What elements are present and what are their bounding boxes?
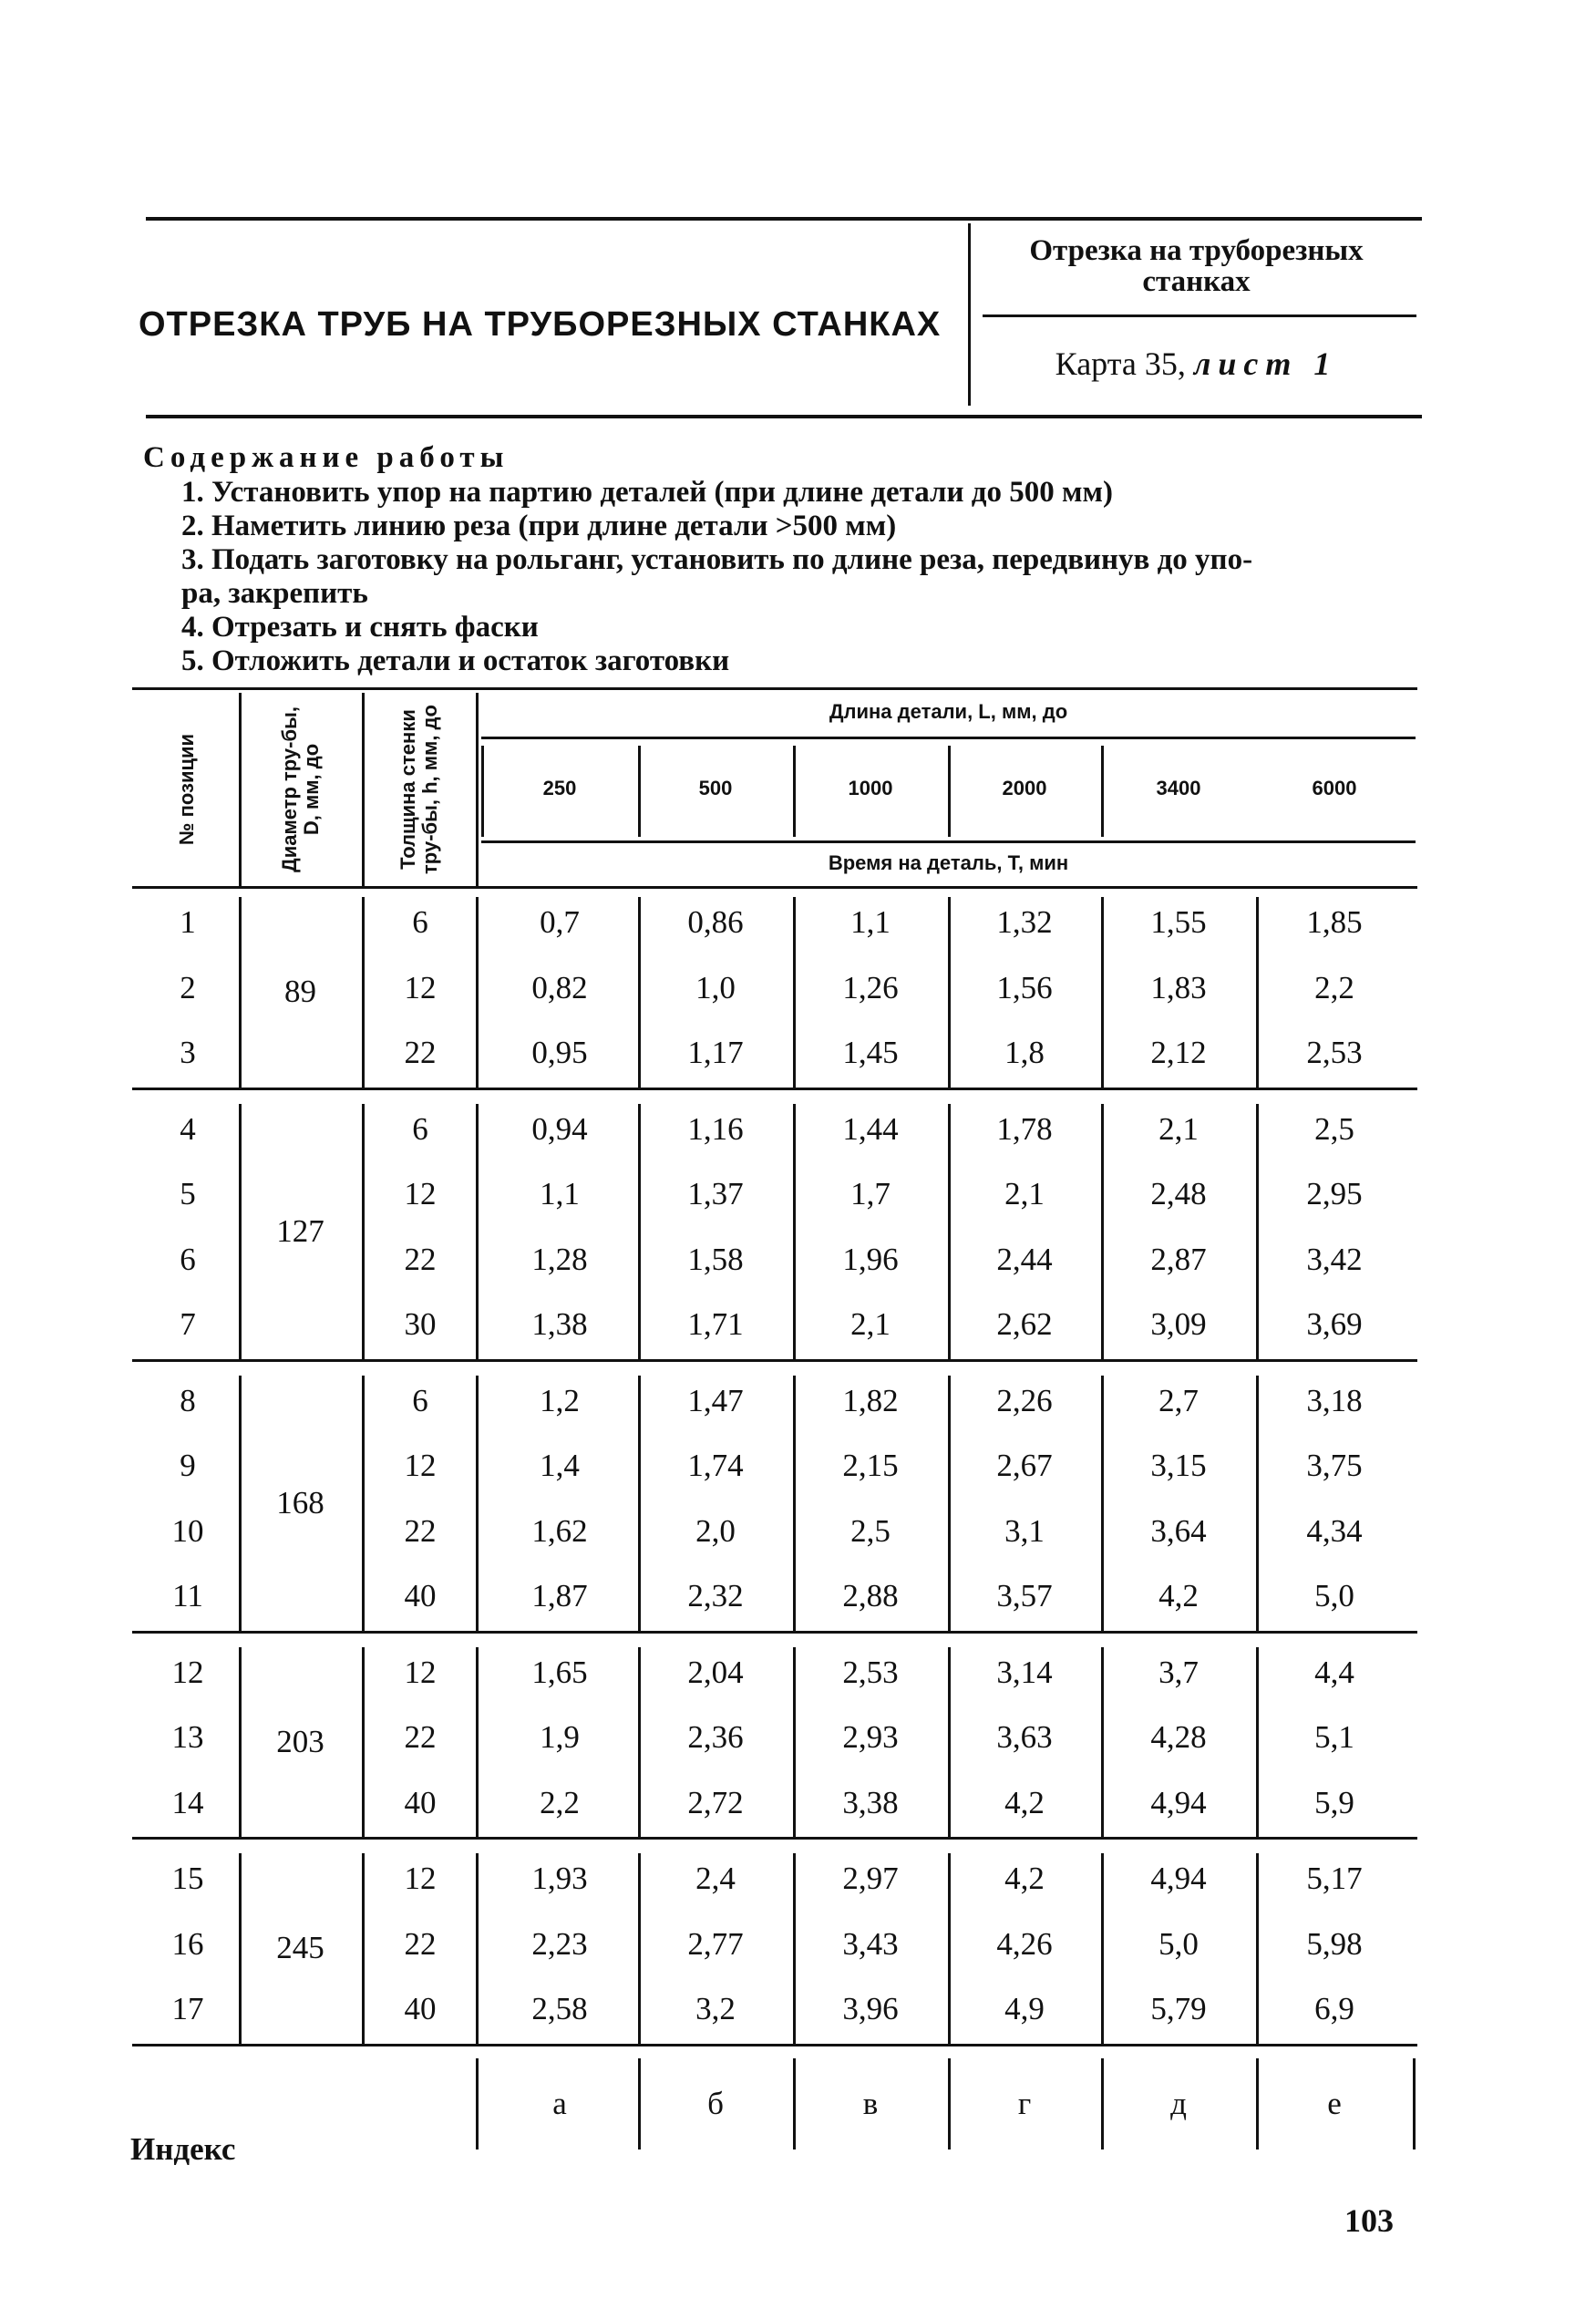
thickness-cell: 6 [412, 1110, 428, 1147]
time-cell: 4,34 [1306, 1512, 1363, 1549]
position-cell: 6 [180, 1241, 196, 1277]
work-step: ра, закрепить [181, 577, 368, 610]
group-vline-2 [476, 897, 479, 1088]
time-cell: 3,42 [1306, 1241, 1363, 1277]
group-vline-0 [239, 1853, 242, 2044]
work-step: 4. Отрезать и снять фаски [181, 611, 539, 644]
group-time-divider-4 [1101, 897, 1104, 1088]
time-cell: 2,26 [996, 1382, 1053, 1418]
time-cell: 1,58 [687, 1241, 744, 1277]
thickness-cell: 22 [404, 1035, 437, 1070]
time-cell: 2,88 [842, 1578, 899, 1613]
thickness-cell: 6 [412, 904, 428, 940]
time-cell: 1,2 [540, 1382, 580, 1418]
time-cell: 1,37 [687, 1176, 744, 1211]
time-cell: 3,1 [1004, 1512, 1045, 1549]
time-cell: 5,0 [1314, 1578, 1354, 1613]
group-bottom-rule [132, 1837, 1417, 1840]
thickness-cell: 6 [412, 1382, 428, 1418]
time-cell: 2,4 [695, 1861, 736, 1896]
time-cell: 5,98 [1306, 1925, 1363, 1962]
thickness-cell: 22 [404, 1925, 437, 1962]
length-value-250: 250 [542, 777, 577, 799]
position-cell: 8 [180, 1382, 196, 1418]
time-cell: 3,2 [695, 1991, 736, 2026]
time-cell: 4,94 [1150, 1784, 1207, 1820]
time-cell: 2,7 [1158, 1382, 1199, 1418]
time-cell: 5,0 [1158, 1925, 1199, 1962]
time-cell: 2,53 [1306, 1035, 1363, 1070]
time-cell: 2,36 [687, 1719, 744, 1755]
time-cell: 5,17 [1306, 1861, 1363, 1896]
group-bottom-rule [132, 1088, 1417, 1090]
time-cell: 1,55 [1150, 904, 1207, 940]
table-top-rule [132, 687, 1417, 690]
time-cell: 2,5 [1314, 1110, 1354, 1147]
thickness-cell: 12 [404, 1448, 437, 1483]
position-column-header: № позиции [175, 733, 198, 846]
time-cell: 3,09 [1150, 1306, 1207, 1342]
thickness-cell: 40 [404, 1991, 437, 2026]
group-time-divider-1 [638, 1104, 641, 1359]
time-cell: 3,7 [1158, 1654, 1199, 1690]
group-vline-2 [476, 1104, 479, 1359]
time-cell: 2,87 [1150, 1241, 1207, 1277]
table-header-bottom-rule [132, 886, 1417, 889]
header-top-rule [146, 217, 1422, 221]
work-steps [143, 476, 1419, 678]
work-step: 2. Наметить линию реза (при длине детали >500 мм) [181, 510, 897, 542]
time-cell: 2,2 [540, 1784, 580, 1820]
position-cell: 15 [171, 1861, 204, 1896]
header-vline-1 [362, 693, 365, 886]
group-time-divider-2 [793, 897, 796, 1088]
group-time-divider-4 [1101, 1104, 1104, 1359]
time-cell: 3,69 [1306, 1306, 1363, 1342]
time-cell: 2,95 [1306, 1176, 1363, 1211]
time-cell: 0,95 [531, 1035, 588, 1070]
card-number [980, 345, 1413, 383]
time-cell: 2,1 [1158, 1110, 1199, 1147]
time-cell: 3,63 [996, 1719, 1053, 1755]
length-header: Длина детали, L, мм, до [829, 700, 1068, 723]
position-cell: 7 [180, 1306, 196, 1342]
time-cell: 4,2 [1004, 1784, 1045, 1820]
time-cell: 3,15 [1150, 1448, 1207, 1483]
work-content [143, 439, 1419, 678]
time-cell: 0,86 [687, 904, 744, 940]
time-header-rule [481, 840, 1416, 843]
position-cell: 12 [171, 1654, 204, 1690]
operation-name: Отрезка на труборезных станках [1029, 234, 1364, 298]
diameter-cell: 203 [276, 1723, 324, 1759]
page-number: 103 [1344, 2202, 1394, 2239]
position-cell: 17 [171, 1991, 204, 2026]
time-cell: 3,43 [842, 1925, 899, 1962]
index-cell: в [862, 2085, 879, 2121]
group-time-divider-4 [1101, 1376, 1104, 1631]
diameter-cell: 89 [284, 974, 316, 1010]
time-cell: 1,1 [850, 904, 891, 940]
group-vline-0 [239, 897, 242, 1088]
card-prefix: Карта 35, [1055, 345, 1186, 382]
index-cell: д [1170, 2085, 1187, 2121]
group-time-divider-5 [1256, 1104, 1259, 1359]
time-cell: 2,58 [531, 1991, 588, 2026]
time-cell: 1,65 [531, 1654, 588, 1690]
group-time-divider-3 [948, 1376, 951, 1631]
time-cell: 2,5 [850, 1512, 891, 1549]
group-time-divider-1 [638, 1376, 641, 1631]
header-vline-0 [239, 693, 242, 886]
thickness-cell: 30 [404, 1306, 437, 1342]
time-cell: 2,53 [842, 1654, 899, 1690]
time-cell: 1,9 [540, 1719, 580, 1755]
time-cell: 5,79 [1150, 1991, 1207, 2026]
time-cell: 2,93 [842, 1719, 899, 1755]
group-time-divider-2 [793, 1853, 796, 2044]
thickness-cell: 12 [404, 1861, 437, 1896]
time-cell: 1,44 [842, 1110, 899, 1147]
page-title: ОТРЕЗКА ТРУБ НА ТРУБОРЕЗНЫХ СТАНКАХ [139, 305, 942, 344]
card-sheet: лист 1 [1193, 345, 1338, 382]
group-time-divider-2 [793, 1376, 796, 1631]
group-time-divider-1 [638, 1853, 641, 2044]
group-time-divider-2 [793, 1647, 796, 1838]
group-time-divider-3 [948, 897, 951, 1088]
group-time-divider-1 [638, 897, 641, 1088]
time-cell: 1,47 [687, 1382, 744, 1418]
work-step: 5. Отложить детали и остаток заготовки [181, 644, 730, 677]
diameter-column-header: Диаметр тру-бы, D, мм, до [278, 706, 323, 872]
diameter-cell: 245 [276, 1930, 324, 1966]
time-cell: 0,82 [531, 969, 588, 1005]
time-cell: 6,9 [1314, 1991, 1354, 2026]
length-header-rule [481, 737, 1416, 739]
group-time-divider-5 [1256, 897, 1259, 1088]
index-vline-6 [1413, 2058, 1416, 2150]
time-cell: 4,2 [1158, 1578, 1199, 1613]
group-time-divider-4 [1101, 1647, 1104, 1838]
index-vline-0 [476, 2058, 479, 2150]
work-step: 1. Установить упор на партию деталей (при длине детали до 500 мм) [181, 476, 1113, 509]
time-cell: 3,75 [1306, 1448, 1363, 1483]
index-label: Индекс [130, 2131, 236, 2167]
group-vline-2 [476, 1376, 479, 1631]
group-bottom-rule [132, 1359, 1417, 1362]
time-cell: 1,85 [1306, 904, 1363, 940]
group-vline-1 [362, 897, 365, 1088]
position-cell: 4 [180, 1110, 196, 1147]
group-vline-1 [362, 1376, 365, 1631]
time-cell: 1,4 [540, 1448, 580, 1483]
time-cell: 1,38 [531, 1306, 588, 1342]
thickness-column-header: Толщина стенки тру-бы, h, мм, до [396, 705, 441, 874]
position-cell: 16 [171, 1925, 204, 1962]
index-cell: е [1327, 2085, 1342, 2121]
index-cell: б [707, 2085, 724, 2121]
group-time-divider-3 [948, 1647, 951, 1838]
thickness-cell: 12 [404, 1176, 437, 1211]
time-cell: 3,18 [1306, 1382, 1363, 1418]
time-cell: 2,62 [996, 1306, 1053, 1342]
time-cell: 1,8 [1004, 1035, 1045, 1070]
time-cell: 2,15 [842, 1448, 899, 1483]
group-vline-0 [239, 1647, 242, 1838]
thickness-cell: 22 [404, 1512, 437, 1549]
time-cell: 3,14 [996, 1654, 1053, 1690]
header-bottom-rule [146, 415, 1422, 418]
length-value-3400: 3400 [1156, 777, 1201, 799]
time-cell: 1,71 [687, 1306, 744, 1342]
time-cell: 2,23 [531, 1925, 588, 1962]
group-time-divider-5 [1256, 1647, 1259, 1838]
time-cell: 4,26 [996, 1925, 1053, 1962]
time-cell: 3,57 [996, 1578, 1053, 1613]
thickness-cell: 12 [404, 1654, 437, 1690]
length-value-1000: 1000 [848, 777, 893, 799]
header-vline-2 [476, 693, 479, 886]
thickness-cell: 12 [404, 969, 437, 1005]
time-cell: 3,64 [1150, 1512, 1207, 1549]
length-value-6000: 6000 [1312, 777, 1357, 799]
group-time-divider-5 [1256, 1376, 1259, 1631]
group-vline-2 [476, 1853, 479, 2044]
time-cell: 1,78 [996, 1110, 1053, 1147]
time-cell: 1,87 [531, 1578, 588, 1613]
header-mid-rule [983, 314, 1416, 317]
time-cell: 2,77 [687, 1925, 744, 1962]
position-cell: 11 [172, 1578, 203, 1613]
group-vline-1 [362, 1104, 365, 1359]
work-step: 3. Подать заготовку на рольганг, установить по длине реза, передвинув до упо- [181, 543, 1253, 576]
time-cell: 2,12 [1150, 1035, 1207, 1070]
group-time-divider-2 [793, 1104, 796, 1359]
time-cell: 4,2 [1004, 1861, 1045, 1896]
position-cell: 5 [180, 1176, 196, 1211]
time-cell: 2,2 [1314, 969, 1354, 1005]
time-cell: 3,96 [842, 1991, 899, 2026]
group-time-divider-3 [948, 1853, 951, 2044]
time-cell: 1,82 [842, 1382, 899, 1418]
time-cell: 1,16 [687, 1110, 744, 1147]
work-content-title: Содержание работы [143, 441, 510, 474]
time-cell: 5,1 [1314, 1719, 1354, 1755]
position-cell: 10 [171, 1512, 204, 1549]
time-cell: 2,1 [1004, 1176, 1045, 1211]
time-cell: 1,56 [996, 969, 1053, 1005]
time-cell: 1,26 [842, 969, 899, 1005]
thickness-cell: 22 [404, 1719, 437, 1755]
time-cell: 0,7 [540, 904, 580, 940]
index-cell: г [1017, 2085, 1032, 2121]
group-vline-2 [476, 1647, 479, 1838]
time-cell: 1,1 [540, 1176, 580, 1211]
diameter-cell: 127 [276, 1212, 324, 1249]
time-cell: 1,62 [531, 1512, 588, 1549]
time-cell: 1,0 [695, 969, 736, 1005]
position-cell: 14 [171, 1784, 204, 1820]
time-cell: 1,93 [531, 1861, 588, 1896]
position-cell: 1 [180, 904, 196, 940]
position-cell: 9 [180, 1448, 196, 1483]
time-cell: 1,74 [687, 1448, 744, 1483]
length-value-2000: 2000 [1002, 777, 1047, 799]
time-cell: 2,0 [695, 1512, 736, 1549]
time-cell: 4,4 [1314, 1654, 1354, 1690]
diameter-cell: 168 [276, 1484, 324, 1521]
time-cell: 4,94 [1150, 1861, 1207, 1896]
group-time-divider-4 [1101, 1853, 1104, 2044]
time-cell: 2,1 [850, 1306, 891, 1342]
group-vline-0 [239, 1376, 242, 1631]
index-cell: а [552, 2085, 567, 2121]
time-cell: 3,38 [842, 1784, 899, 1820]
group-vline-0 [239, 1104, 242, 1359]
position-cell: 2 [180, 969, 196, 1005]
position-cell: 13 [171, 1719, 204, 1755]
time-cell: 2,97 [842, 1861, 899, 1896]
header-divider [968, 223, 971, 406]
thickness-cell: 22 [404, 1241, 437, 1277]
group-time-divider-1 [638, 1647, 641, 1838]
time-cell: 1,83 [1150, 969, 1207, 1005]
time-cell: 5,9 [1314, 1784, 1354, 1820]
group-time-divider-5 [1256, 1853, 1259, 2044]
time-cell: 1,32 [996, 904, 1053, 940]
group-vline-1 [362, 1853, 365, 2044]
time-cell: 2,67 [996, 1448, 1053, 1483]
length-value-500: 500 [698, 777, 733, 799]
time-cell: 4,28 [1150, 1719, 1207, 1755]
time-cell: 2,32 [687, 1578, 744, 1613]
thickness-cell: 40 [404, 1578, 437, 1613]
group-vline-1 [362, 1647, 365, 1838]
time-cell: 2,44 [996, 1241, 1053, 1277]
group-time-divider-3 [948, 1104, 951, 1359]
group-bottom-rule [132, 2044, 1417, 2046]
time-cell: 4,9 [1004, 1991, 1045, 2026]
time-cell: 1,7 [850, 1176, 891, 1211]
time-cell: 1,28 [531, 1241, 588, 1277]
time-cell: 0,94 [531, 1110, 588, 1147]
thickness-cell: 40 [404, 1784, 437, 1820]
time-cell: 1,96 [842, 1241, 899, 1277]
time-cell: 2,48 [1150, 1176, 1207, 1211]
time-cell: 2,72 [687, 1784, 744, 1820]
group-bottom-rule [132, 1631, 1417, 1634]
time-cell: 1,45 [842, 1035, 899, 1070]
time-cell: 2,04 [687, 1654, 744, 1690]
time-header: Время на деталь, Т, мин [828, 851, 1069, 874]
position-cell: 3 [180, 1035, 196, 1070]
time-cell: 1,17 [687, 1035, 744, 1070]
